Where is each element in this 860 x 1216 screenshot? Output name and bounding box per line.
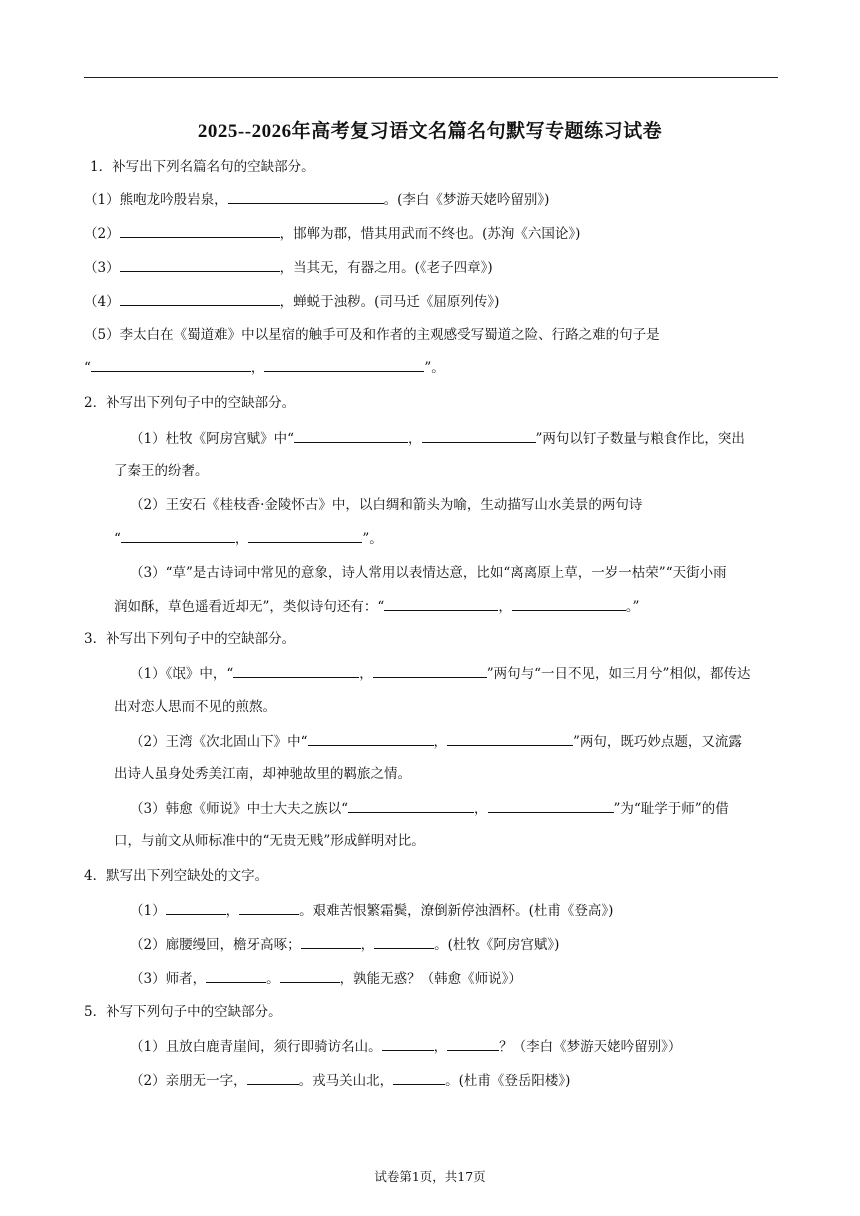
comma: ， (474, 801, 488, 817)
comma: ， (433, 734, 447, 750)
answer-blank[interactable] (120, 223, 280, 238)
period: 。 (266, 971, 280, 987)
item-text: （2）亲朋无一字， (130, 1073, 247, 1089)
answer-blank[interactable] (374, 934, 434, 949)
answer-blank[interactable] (206, 968, 266, 983)
question-5-item-2 (130, 1070, 570, 1091)
answer-blank[interactable] (301, 934, 361, 949)
item-text: ”为“耻学于师”的借 (613, 801, 729, 817)
question-2-item-2: （2）王安石《桂枝香·金陵怀古》中，以白绸和箭头为喻，生动描写山水美景的两句诗 (130, 497, 643, 513)
item-text: （1）熊咆龙吟殷岩泉， (84, 192, 228, 208)
item-text: （3） (84, 260, 120, 276)
answer-blank[interactable] (228, 189, 384, 204)
item-text: （1）杜牧《阿房宫赋》中“ (130, 431, 294, 447)
comma: ， (225, 903, 240, 919)
question-4-item-1 (130, 900, 613, 921)
item-text: （1） (130, 903, 166, 919)
question-3-heading: 3．补写出下列句子中的空缺部分。 (84, 631, 296, 647)
question-2-item-1 (130, 428, 745, 449)
question-2-item-2-answer (114, 528, 383, 549)
question-3-item-1 (130, 663, 750, 684)
item-text: 。戎马关山北， (298, 1073, 394, 1089)
item-text: （2）廊腰缦回，檐牙高啄； (130, 937, 301, 953)
answer-blank[interactable] (280, 968, 340, 983)
item-text: （4） (84, 294, 120, 310)
comma: ， (433, 1039, 448, 1055)
item-text: （3）韩愈《师说》中士大夫之族以“ (130, 801, 348, 817)
item-text: （1）且放白鹿青崖间，须行即骑访名山。 (130, 1039, 382, 1055)
question-1-item-3 (84, 257, 493, 278)
answer-blank[interactable] (166, 900, 226, 915)
question-4-item-3 (130, 968, 522, 989)
question-1-item-1 (84, 189, 549, 210)
item-text: （3）师者， (130, 971, 207, 987)
item-text: （1）《氓》中，“ (130, 666, 234, 682)
quote-mark: ”。 (362, 531, 383, 547)
answer-blank[interactable] (120, 291, 280, 306)
question-1-item-4 (84, 291, 499, 312)
answer-blank[interactable] (422, 428, 536, 443)
question-4-item-2 (130, 934, 559, 955)
comma: ， (408, 431, 422, 447)
answer-blank[interactable] (233, 663, 359, 678)
item-text: 。” (625, 599, 640, 615)
answer-blank[interactable] (447, 1036, 499, 1051)
answer-blank[interactable] (248, 528, 362, 543)
comma: ， (498, 599, 512, 615)
comma: ， (250, 360, 265, 376)
question-3-item-2 (130, 731, 742, 752)
item-text: （2）王湾《次北固山下》中“ (130, 734, 308, 750)
answer-blank[interactable] (488, 798, 614, 813)
item-text: ，当其无，有器之用。(《老子四章》) (279, 260, 493, 276)
page-title: 2025--2026年高考复习语文名篇名句默写专题练习试卷 (197, 121, 663, 142)
item-text: ，孰能无惑？（韩愈《师说》） (339, 971, 522, 987)
question-5-heading: 5．补写下列句子中的空缺部分。 (84, 1004, 282, 1020)
answer-blank[interactable] (247, 1070, 299, 1085)
question-2-heading: 2．补写出下列句子中的空缺部分。 (84, 395, 296, 411)
quote-mark: “ (114, 531, 121, 547)
item-text: 润如酥，草色遥看近却无”，类似诗句还有：“ (114, 599, 385, 615)
question-1-item-5-answer (84, 357, 445, 378)
answer-blank[interactable] (382, 1036, 434, 1051)
answer-blank[interactable] (393, 1070, 445, 1085)
item-text: ”两句以钉子数量与粮食作比，突出 (535, 431, 745, 447)
item-text: （5）李太白在《蜀道难》中以星宿的触手可及和作者的主观感受写蜀道之险、行路之难的句子是 (84, 327, 660, 343)
item-text: ”两句，既巧妙点题，又流露 (573, 734, 742, 750)
page-footer: 试卷第1页，共17页 (374, 1169, 486, 1184)
header-rule (84, 77, 778, 78)
answer-blank[interactable] (308, 731, 434, 746)
answer-blank[interactable] (294, 428, 408, 443)
answer-blank[interactable] (121, 528, 235, 543)
comma: ， (360, 937, 375, 953)
comma: ， (359, 666, 373, 682)
answer-blank[interactable] (447, 731, 573, 746)
question-1-item-5 (84, 325, 660, 345)
question-5-item-1 (130, 1036, 681, 1057)
question-2-item-1-cont: 了秦王的纷奢。 (114, 463, 209, 479)
item-text: ”两句与“一日不见，如三月兮”相似，都传达 (486, 666, 751, 682)
question-2-item-3: （3）“草”是古诗词中常见的意象，诗人常用以表情达意，比如“离离原上草，一岁一枯荣”“天街小雨 (130, 565, 727, 581)
item-text: 。(杜牧《阿房宫赋》) (434, 937, 560, 953)
item-text: 。艰难苦恨繁霜鬓，潦倒新停浊酒杯。(杜甫《登高》) (299, 903, 614, 919)
answer-blank[interactable] (512, 596, 626, 611)
item-text: 。(李白《梦游天姥吟留别》) (383, 192, 550, 208)
answer-blank[interactable] (373, 663, 487, 678)
answer-blank[interactable] (239, 900, 299, 915)
question-4-heading: 4．默写出下列空缺处的文字。 (84, 868, 269, 884)
comma: ， (234, 531, 249, 547)
answer-blank[interactable] (264, 357, 424, 372)
question-3-item-3 (130, 798, 729, 819)
item-text: ，邯郸为郡，惜其用武而不终也。(苏洵《六国论》) (279, 226, 581, 242)
question-1-heading: 1．补写出下列名篇名句的空缺部分。 (90, 159, 315, 175)
item-text: 。(杜甫《登岳阳楼》) (445, 1073, 571, 1089)
question-3-item-2-cont: 出诗人虽身处秀美江南，却神驰故里的羁旅之情。 (114, 766, 411, 782)
question-3-item-3-cont: 口，与前文从师标准中的“无贵无贱”形成鲜明对比。 (114, 833, 425, 849)
item-text: （2） (84, 226, 120, 242)
question-1-item-2 (84, 223, 580, 244)
answer-blank[interactable] (348, 798, 474, 813)
item-text: ，蝉蜕于浊秽。(司马迁《屈原列传》) (279, 294, 500, 310)
question-2-item-3-cont (114, 596, 639, 617)
quote-mark: ”。 (424, 360, 445, 376)
answer-blank[interactable] (120, 257, 280, 272)
answer-blank[interactable] (91, 357, 251, 372)
answer-blank[interactable] (384, 596, 498, 611)
quote-mark: “ (84, 360, 91, 376)
question-3-item-1-cont: 出对恋人思而不见的煎熬。 (114, 699, 276, 715)
item-text: ？（李白《梦游天姥吟留别》） (499, 1039, 682, 1055)
